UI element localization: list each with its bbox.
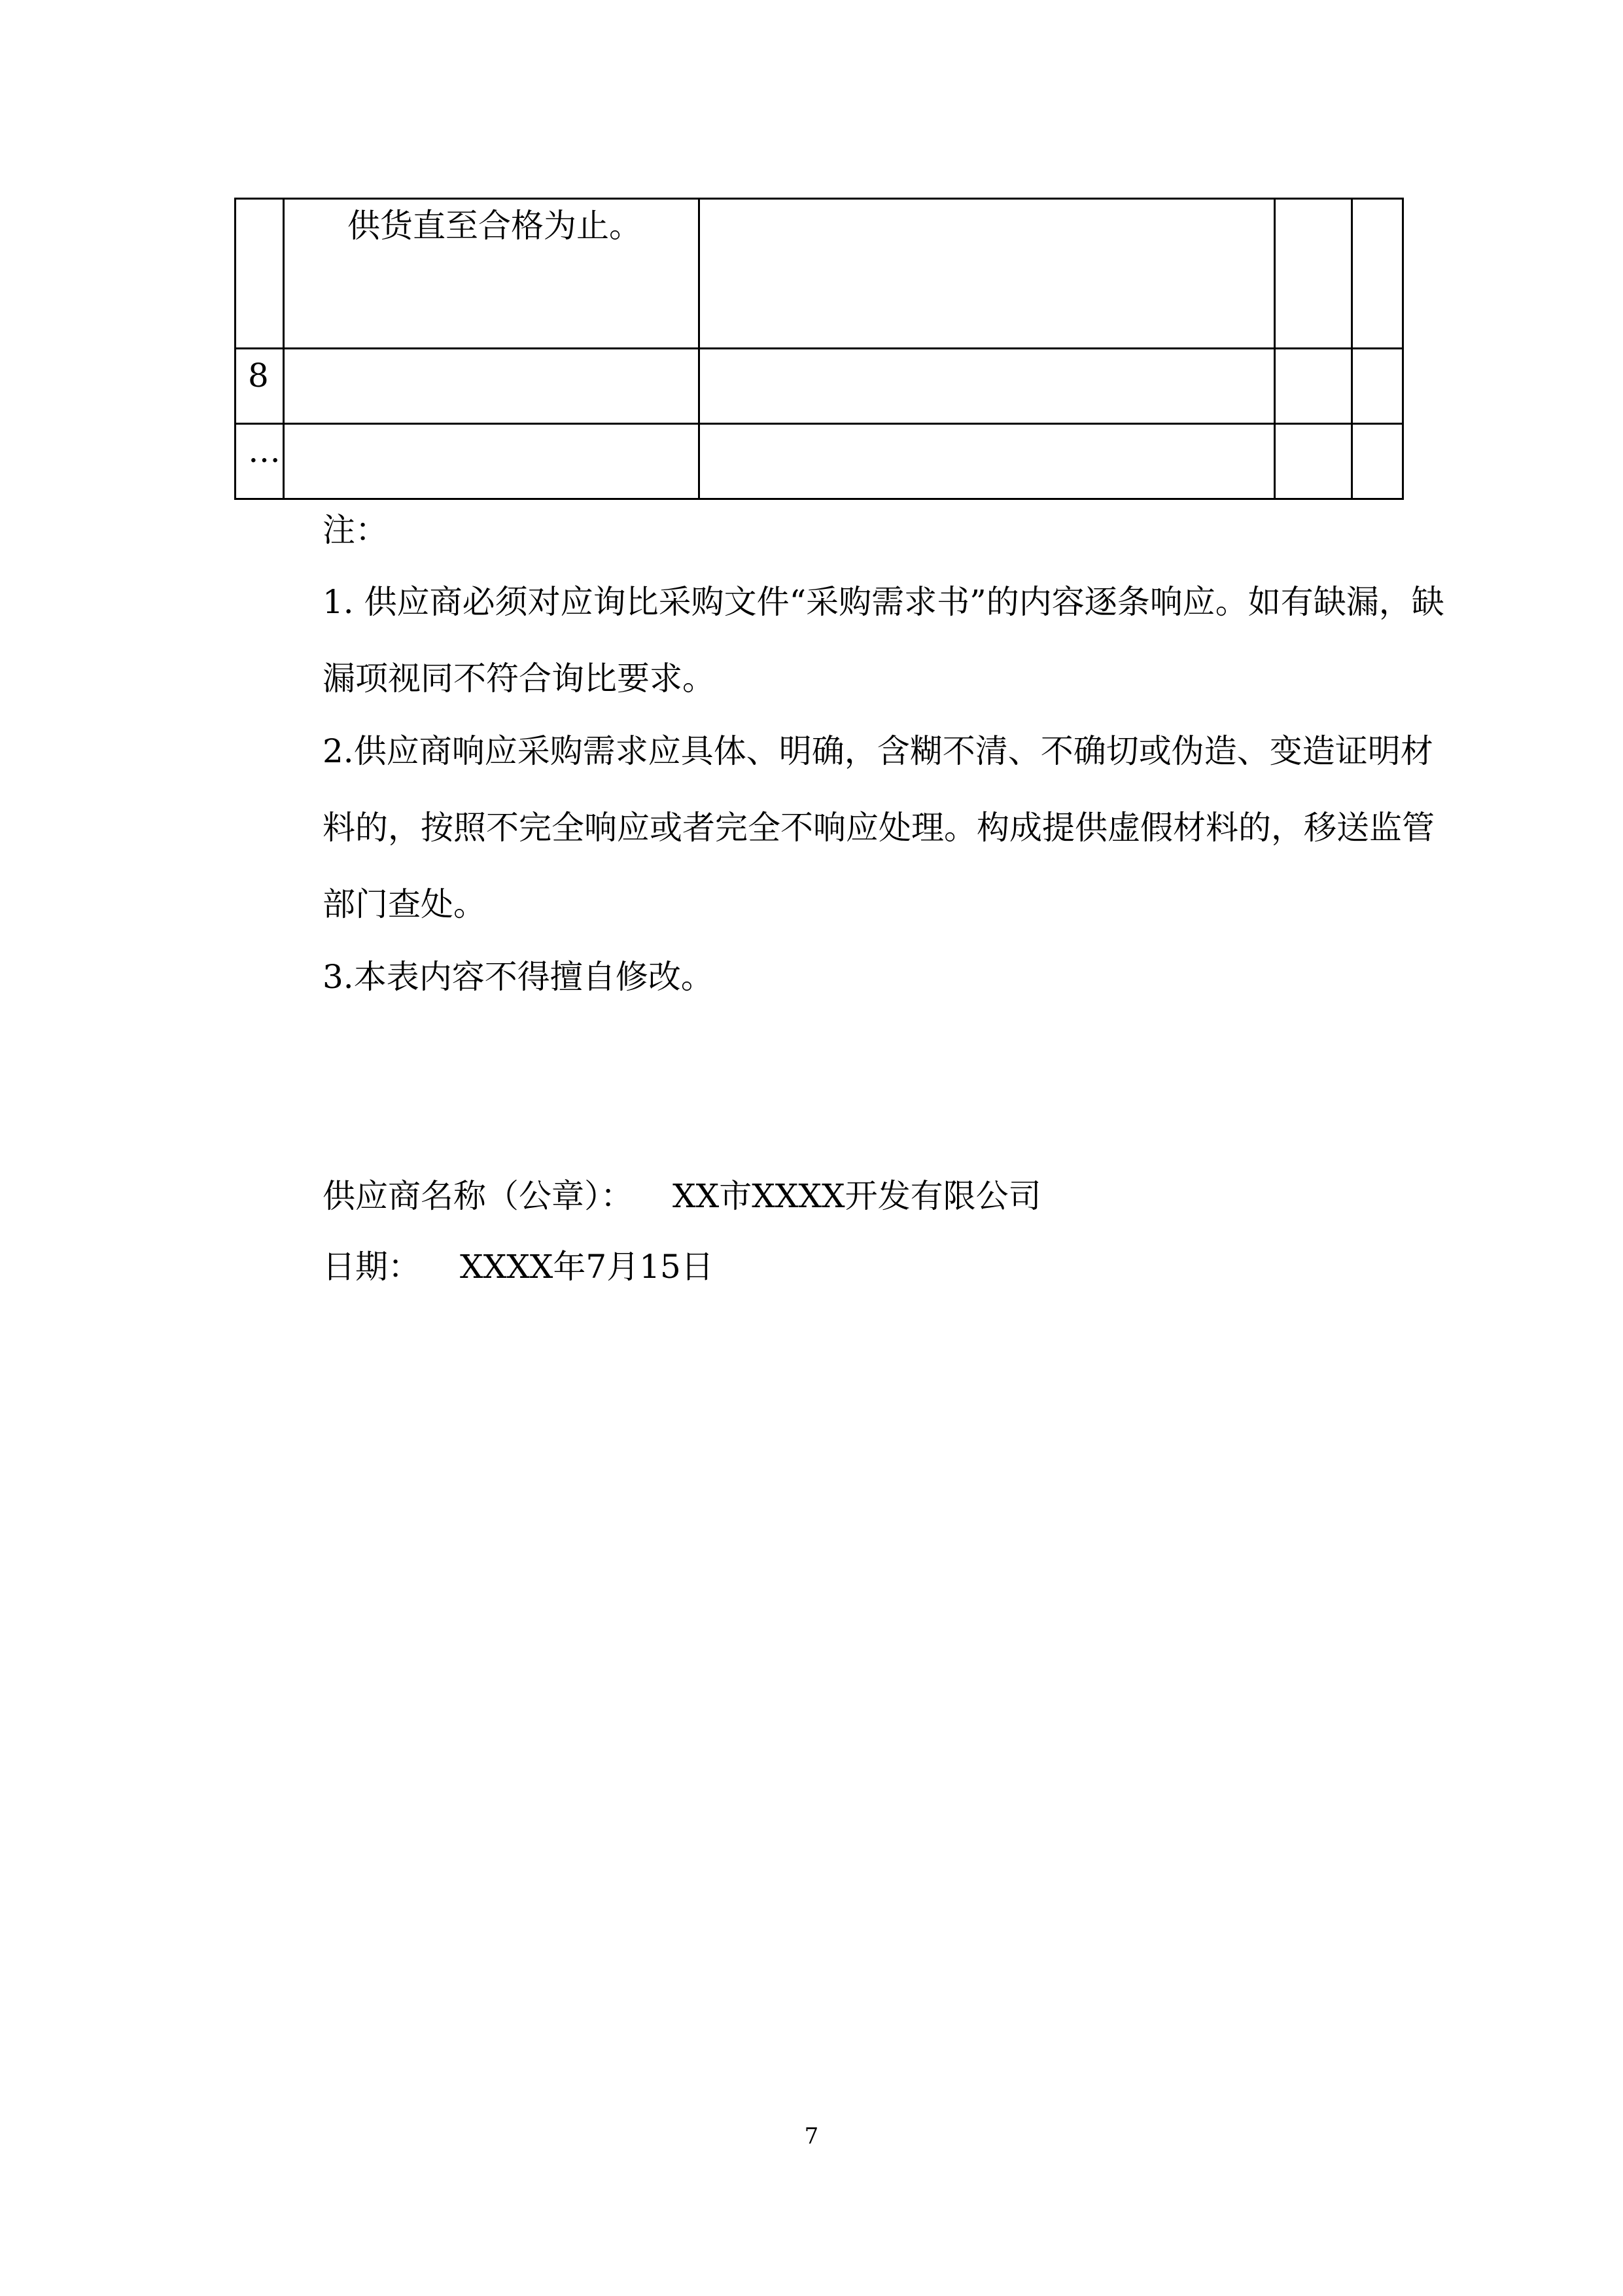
row-col4 bbox=[1275, 199, 1352, 349]
row-col4 bbox=[1275, 349, 1352, 424]
supplier-name-label: 供应商名称（公章）： bbox=[323, 1177, 633, 1215]
row-response bbox=[699, 199, 1275, 349]
supplier-name-line bbox=[323, 1176, 1041, 1216]
row-description: 供货直至合格为止。 bbox=[284, 199, 699, 349]
table-row bbox=[236, 199, 1403, 349]
row-response bbox=[699, 424, 1275, 499]
date-label: 日期： bbox=[323, 1248, 421, 1286]
row-col5 bbox=[1352, 199, 1403, 349]
notes-heading: 注： bbox=[323, 511, 388, 549]
supplier-name-value: XX市XXXX开发有限公司 bbox=[672, 1177, 1041, 1215]
date-line bbox=[323, 1247, 714, 1286]
row-description bbox=[284, 349, 699, 424]
row-col5 bbox=[1352, 424, 1403, 499]
row-response bbox=[699, 349, 1275, 424]
row-col5 bbox=[1352, 349, 1403, 424]
page-number: 7 bbox=[804, 2123, 819, 2149]
note-item-3: 3.本表内容不得擅自修改。 bbox=[323, 958, 714, 996]
note-item-2: 2.供应商响应采购需求应具体、明确，含糊不清、不确切或伪造、变造证明材料的，按照不完全响应或者完全不响应处理。构成提供虚假材料的，移送监管部门查处。 bbox=[323, 732, 1435, 923]
response-table bbox=[234, 198, 1404, 500]
date-value: XXXX年7月15日 bbox=[460, 1248, 714, 1286]
table-row bbox=[236, 349, 1403, 424]
row-description bbox=[284, 424, 699, 499]
row-number bbox=[236, 199, 284, 349]
table-row bbox=[236, 424, 1403, 499]
row-number: … bbox=[236, 424, 284, 499]
row-col4 bbox=[1275, 424, 1352, 499]
row-number: 8 bbox=[236, 349, 284, 424]
note-item-1: 1. 供应商必须对应询比采购文件“采购需求书”的内容逐条响应。如有缺漏，缺漏项视同不符合询比要求。 bbox=[323, 583, 1444, 698]
